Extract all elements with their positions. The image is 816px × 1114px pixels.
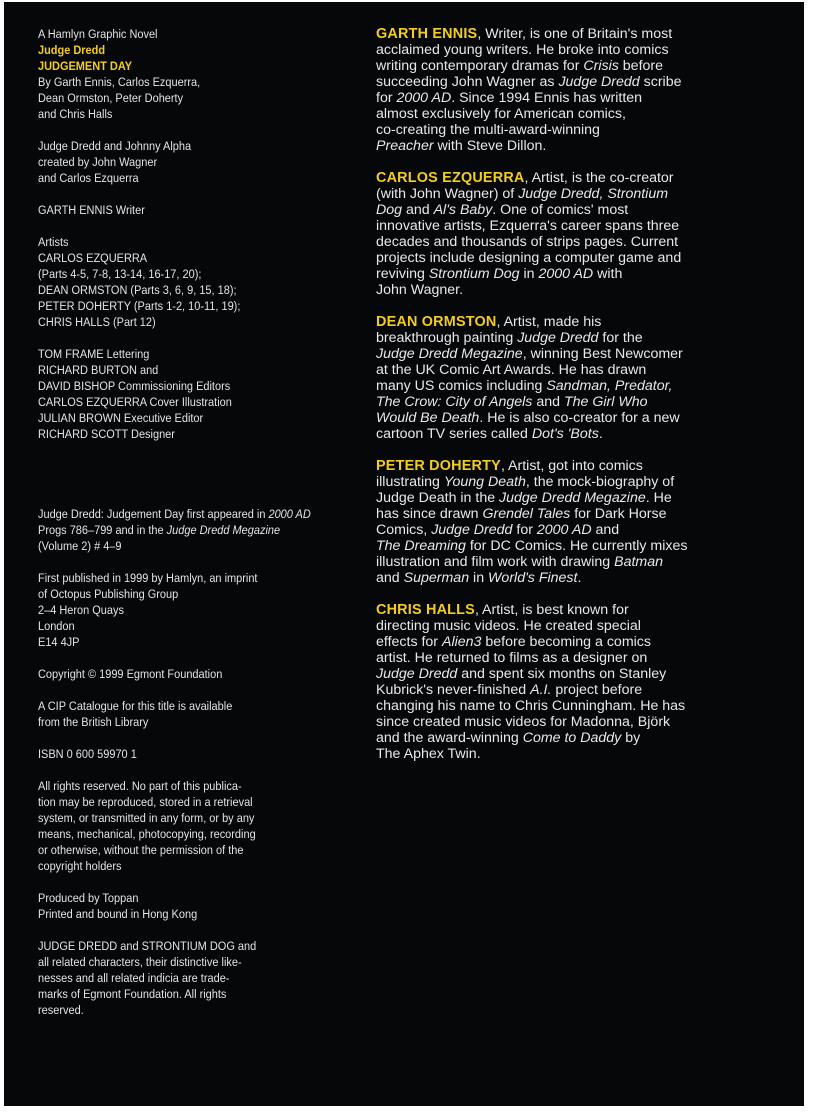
authors-line: and Chris Halls: [38, 107, 113, 121]
bio-line: [376, 282, 776, 298]
bio-text: and the award-winning: [376, 730, 523, 746]
bio-title-text: The Dreaming: [376, 538, 466, 554]
bio-text: writing contemporary dramas for: [376, 58, 584, 74]
bio-line: [376, 458, 776, 474]
bio-text: , Artist, is the co-creator: [524, 170, 674, 186]
rights-line: means, mechanical, photocopying, recording: [38, 827, 256, 841]
bio-text: before: [618, 58, 664, 74]
rights-line: All rights reserved. No part of this publica-: [38, 779, 242, 793]
bio-title-text: Sandman, Predator,: [546, 378, 673, 394]
series-title: Judge Dredd: [38, 43, 106, 57]
bio-carlos-ezquerra: [376, 170, 776, 298]
isbn: [38, 746, 313, 762]
characters-line: and Carlos Ezquerra: [38, 171, 139, 185]
bio-text: and: [591, 522, 620, 538]
trademark-line: marks of Egmont Foundation. All rights: [38, 987, 227, 1001]
bio-line: [376, 170, 776, 186]
bio-line: [376, 714, 776, 730]
bio-text: for Dark Horse: [570, 506, 667, 522]
bio-line: [376, 362, 776, 378]
bio-text: since created music videos for Madonna, Björk: [376, 714, 671, 730]
production-line: Printed and bound in Hong Kong: [38, 907, 198, 921]
artists-credit: [38, 234, 313, 330]
bio-title-text: 2000 AD: [536, 522, 592, 538]
bio-line: [376, 682, 776, 698]
bio-text: in: [519, 266, 539, 282]
bio-line: [376, 266, 776, 282]
bio-text: .: [577, 570, 582, 586]
bio-title-text: Batman: [614, 554, 664, 570]
bio-text: .: [598, 426, 603, 442]
bio-text: and: [532, 394, 564, 410]
published-line: 2–4 Heron Quays: [38, 603, 124, 617]
bio-text: at the UK Comic Art Awards. He has drawn: [376, 362, 647, 378]
production: [38, 890, 313, 922]
authors-line: Dean Ormston, Peter Doherty: [38, 91, 184, 105]
bio-title-text: 2000 AD: [538, 266, 594, 282]
bio-title-text: Dot's 'Bots: [531, 426, 599, 442]
bio-text: decades and thousands of strips pages. Current: [376, 234, 679, 250]
bio-line: [376, 522, 776, 538]
bio-text: for the: [598, 330, 643, 346]
bio-line: [376, 426, 776, 442]
bio-line: [376, 234, 776, 250]
bio-text: The Aphex Twin.: [376, 746, 481, 762]
staff-line: TOM FRAME Lettering: [38, 347, 150, 361]
bios-column: [376, 26, 776, 778]
bio-text: , Artist, made his: [496, 314, 602, 330]
bio-text: illustrating: [376, 474, 444, 490]
bio-text: directing music videos. He created special: [376, 618, 641, 634]
bio-title-text: Judge Dredd Megazine: [499, 490, 646, 506]
bio-line: [376, 202, 776, 218]
bio-title-text: Crisis: [583, 58, 619, 74]
bio-line: [376, 58, 776, 74]
bio-line: [376, 474, 776, 490]
bio-title-text: The Crow: City of Angels: [376, 394, 533, 410]
bio-text: Comics,: [376, 522, 432, 538]
characters-credit: [38, 138, 313, 186]
bio-title-text: Would Be Death: [376, 410, 480, 426]
bio-peter-doherty: [376, 458, 776, 586]
bio-line: [376, 378, 776, 394]
bio-line: [376, 106, 776, 122]
bio-line: [376, 554, 776, 570]
bio-title-text: World's Finest: [488, 570, 578, 586]
bio-line: [376, 634, 776, 650]
bio-text: John Wagner.: [376, 282, 464, 298]
bio-line: [376, 250, 776, 266]
bio-line: [376, 138, 776, 154]
bio-text: . He is also co-creator for a new: [479, 410, 680, 426]
authors-line: By Garth Ennis, Carlos Ezquerra,: [38, 75, 201, 89]
bio-line: [376, 666, 776, 682]
bio-line: [376, 330, 776, 346]
bio-name: PETER DOHERTY: [376, 458, 501, 474]
characters-line: created by John Wagner: [38, 155, 158, 169]
bio-text: , the mock-biography of: [525, 474, 675, 490]
bio-line: [376, 506, 776, 522]
bio-text: projects include designing a computer game and: [376, 250, 682, 266]
bio-chris-halls: [376, 602, 776, 762]
rights-line: copyright holders: [38, 859, 122, 873]
bio-name: DEAN ORMSTON: [376, 314, 497, 330]
trademark-line: nesses and all related indicia are trade-: [38, 971, 230, 985]
cip-line: from the British Library: [38, 715, 149, 729]
bio-text: , winning Best Newcomer: [522, 346, 683, 362]
bio-line: [376, 538, 776, 554]
bio-text: innovative artists, Ezquerra's career spans three: [376, 218, 680, 234]
bio-text: and spent six months on Stanley: [457, 666, 667, 682]
bio-title-text: Strontium Dog: [428, 266, 520, 282]
bio-text: . Since 1994 Ennis has written: [451, 90, 643, 106]
bio-name: GARTH ENNIS: [376, 26, 478, 42]
bio-text: acclaimed young writers. He broke into comics: [376, 42, 669, 58]
bio-text: succeeding John Wagner as: [376, 74, 559, 90]
bio-title-text: Come to Daddy: [522, 730, 622, 746]
bio-title-text: Judge Dredd: [517, 330, 599, 346]
book-title: JUDGEMENT DAY: [38, 59, 133, 73]
bio-title-text: Al's Baby: [433, 202, 493, 218]
artist-line: CARLOS EZQUERRA: [38, 251, 148, 265]
characters-line: Judge Dredd and Johnny Alpha: [38, 139, 192, 153]
staff-line: CARLOS EZQUERRA Cover Illustration: [38, 395, 232, 409]
artist-line: CHRIS HALLS (Part 12): [38, 315, 156, 329]
isbn-line: ISBN 0 600 59970 1: [38, 747, 137, 761]
bio-text: and: [402, 202, 434, 218]
trademarks: [38, 938, 313, 1018]
bio-text: many US comics including: [376, 378, 547, 394]
bio-title-text: Judge Dredd: [431, 522, 513, 538]
bio-title-text: The Girl Who: [563, 394, 648, 410]
bio-title-text: Judge Dredd Megazine: [376, 346, 523, 362]
bio-text: for: [376, 90, 397, 106]
bio-text: , Writer, is one of Britain's most: [477, 26, 673, 42]
bio-text: for DC Comics. He currently mixes: [465, 538, 688, 554]
bio-line: [376, 218, 776, 234]
first-appeared: Judge Dredd: Judgement Day first appeared in 2000 AD Progs 786–799 and in the Judge Dredd Megazine (Volume 2) # 4–9: [38, 507, 311, 553]
rights-line: tion may be reproduced, stored in a retrieval: [38, 795, 253, 809]
bio-title-text: Judge Dredd: [558, 74, 640, 90]
bio-text: project before: [551, 682, 643, 698]
bio-text: illustration and film work with drawing: [376, 554, 615, 570]
copyright-line: Copyright © 1999 Egmont Foundation: [38, 667, 223, 681]
first-published: [38, 570, 313, 650]
bio-line: [376, 314, 776, 330]
bio-text: before becoming a comics: [481, 634, 651, 650]
production-line: Produced by Toppan: [38, 891, 139, 905]
bio-title-text: Judge Dredd: [376, 666, 458, 682]
bio-line: [376, 74, 776, 90]
staff-line: RICHARD SCOTT Designer: [38, 427, 175, 441]
bio-text: Kubrick's never-finished: [376, 682, 531, 698]
staff-line: DAVID BISHOP Commissioning Editors: [38, 379, 231, 393]
title-block: [38, 26, 313, 122]
bio-line: [376, 42, 776, 58]
bio-title-text: Preacher: [376, 138, 434, 154]
staff-line: JULIAN BROWN Executive Editor: [38, 411, 204, 425]
bio-text: . One of comics' most: [492, 202, 629, 218]
bio-line: [376, 410, 776, 426]
artist-line: (Parts 4-5, 7-8, 13-14, 16-17, 20);: [38, 267, 202, 281]
bio-text: (with John Wagner) of: [376, 186, 519, 202]
bio-text: cartoon TV series called: [376, 426, 532, 442]
staff-line: RICHARD BURTON and: [38, 363, 159, 377]
bio-line: [376, 122, 776, 138]
trademark-line: reserved.: [38, 1003, 84, 1017]
published-line: London: [38, 619, 75, 633]
bio-text: and: [376, 570, 404, 586]
bio-line: [376, 394, 776, 410]
bio-line: [376, 602, 776, 618]
staff-credit: [38, 346, 313, 442]
bio-text: with: [593, 266, 623, 282]
bio-title-text: Superman: [403, 570, 470, 586]
bio-title-text: Dog: [376, 202, 403, 218]
publisher-line: A Hamlyn Graphic Novel: [38, 27, 158, 41]
bio-line: [376, 698, 776, 714]
bio-text: Judge Death in the: [376, 490, 500, 506]
bio-dean-ormston: [376, 314, 776, 442]
artist-line: DEAN ORMSTON (Parts 3, 6, 9, 15, 18);: [38, 283, 237, 297]
bio-line: [376, 346, 776, 362]
bio-line: [376, 90, 776, 106]
writer-credit: [38, 202, 313, 218]
published-line: First published in 1999 by Hamlyn, an imprint: [38, 571, 258, 585]
bio-text: effects for: [376, 634, 442, 650]
bio-title-text: A.I.: [530, 682, 552, 698]
published-line: of Octopus Publishing Group: [38, 587, 179, 601]
rights-line: or otherwise, without the permission of the: [38, 843, 244, 857]
bio-line: [376, 650, 776, 666]
cip-line: A CIP Catalogue for this title is available: [38, 699, 233, 713]
bio-line: [376, 570, 776, 586]
credits-column: [38, 26, 313, 1034]
rights-line: system, or transmitted in any form, or by any: [38, 811, 255, 825]
bio-text: , Artist, got into comics: [500, 458, 643, 474]
bio-text: has since drawn: [376, 506, 483, 522]
writer-line: GARTH ENNIS Writer: [38, 203, 145, 217]
bio-line: [376, 618, 776, 634]
bio-name: CARLOS EZQUERRA: [376, 170, 525, 186]
bio-line: [376, 186, 776, 202]
artists-heading: Artists: [38, 235, 69, 249]
bio-line: [376, 26, 776, 42]
bio-title-text: 2000 AD: [396, 90, 452, 106]
bio-name: CHRIS HALLS: [376, 602, 475, 618]
bio-text: almost exclusively for American comics,: [376, 106, 626, 122]
bio-text: scribe: [639, 74, 682, 90]
bio-title-text: Judge Dredd, Strontium: [518, 186, 669, 202]
bio-text: by: [621, 730, 641, 746]
rights-notice: [38, 778, 313, 874]
trademark-line: all related characters, their distinctive like-: [38, 955, 242, 969]
bio-text: in: [469, 570, 489, 586]
bio-text: co-creating the multi-award-winning: [376, 122, 600, 138]
page: [4, 2, 804, 1106]
bio-text: . He: [645, 490, 672, 506]
bio-text: changing his name to Chris Cunningham. He has: [376, 698, 686, 714]
bio-title-text: Alien3: [441, 634, 482, 650]
copyright: [38, 666, 313, 682]
bio-title-text: Grendel Tales: [482, 506, 571, 522]
bio-line: [376, 730, 776, 746]
bio-text: breakthrough painting: [376, 330, 518, 346]
artist-line: PETER DOHERTY (Parts 1-2, 10-11, 19);: [38, 299, 241, 313]
cip-notice: [38, 698, 313, 730]
bio-title-text: Young Death: [443, 474, 526, 490]
bio-text: , Artist, is best known for: [474, 602, 629, 618]
bio-line: [376, 746, 776, 762]
bio-text: artist. He returned to films as a designer on: [376, 650, 648, 666]
bio-text: with Steve Dillon.: [433, 138, 547, 154]
bio-garth-ennis: [376, 26, 776, 154]
bio-text: for: [512, 522, 537, 538]
bio-line: [376, 490, 776, 506]
published-line: E14 4JP: [38, 635, 80, 649]
trademark-line: JUDGE DREDD and STRONTIUM DOG and: [38, 939, 257, 953]
bio-text: reviving: [376, 266, 429, 282]
